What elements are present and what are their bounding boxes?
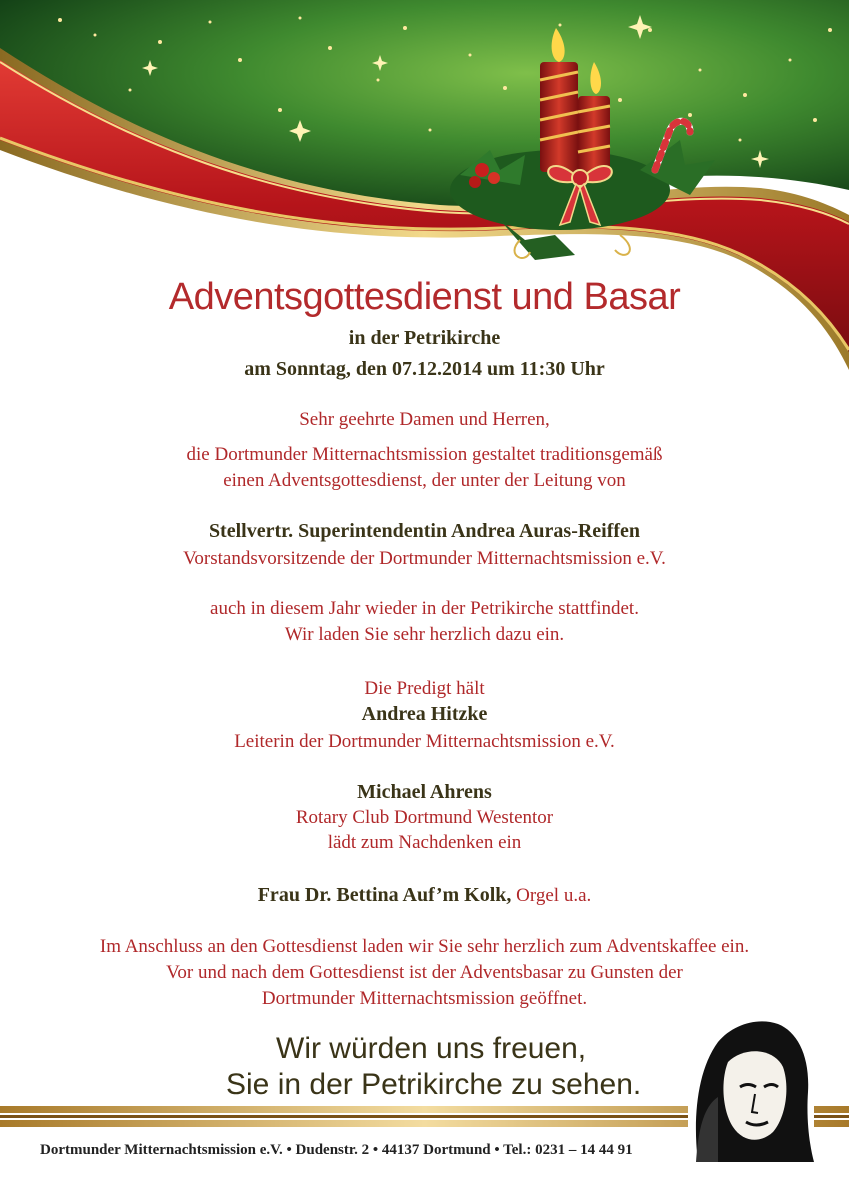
speaker-org: Rotary Club Dortmund Westentor	[295, 807, 554, 828]
venue-line-2: Wir laden Sie sehr herzlich dazu ein.	[284, 624, 565, 645]
leader-name: Stellvertr. Superintendentin Andrea Auras-Reiffen	[208, 520, 641, 542]
speaker-name: Michael Ahrens	[357, 781, 492, 803]
intro-line-1: die Dortmunder Mitternachtsmission gestaltet traditionsgemäß	[186, 444, 663, 465]
christmas-header-illustration	[0, 0, 849, 380]
after-line-2: Vor und nach dem Gottesdienst ist der Adventsbasar zu Gunsten der	[166, 962, 683, 983]
venue-line-1: auch in diesem Jahr wieder in der Petrikirche stattfindet.	[210, 598, 639, 619]
organist-line	[0, 884, 849, 907]
after-line-1: Im Anschluss an den Gottesdienst laden wir Sie sehr herzlich zum Adventskaffee ein.	[99, 936, 750, 957]
intro-line-2: einen Adventsgottesdienst, der unter der Leitung von	[223, 470, 626, 491]
organist-role: Orgel u.a.	[516, 885, 592, 906]
footer-address: Dortmunder Mitternachtsmission e.V. • Dudenstr. 2 • 44137 Dortmund • Tel.: 0231 – 14 44 91	[40, 1142, 633, 1158]
closing-line-1: Wir würden uns freuen,	[276, 1032, 587, 1065]
greeting: Sehr geehrte Damen und Herren,	[299, 409, 550, 430]
leader-role: Vorstandsvorsitzende der Dortmunder Mitternachtsmission e.V.	[183, 548, 666, 569]
closing-line-2: Sie in der Petrikirche zu sehen.	[226, 1068, 642, 1101]
preacher-name: Andrea Hitzke	[361, 703, 488, 725]
sermon-intro: Die Predigt hält	[364, 678, 485, 699]
event-title: Adventsgottesdienst und Basar	[168, 276, 681, 318]
organist-name: Frau Dr. Bettina Auf’m Kolk,	[257, 884, 512, 906]
after-line-3: Dortmunder Mitternachtsmission geöffnet.	[261, 988, 588, 1009]
preacher-role: Leiterin der Dortmunder Mitternachtsmission e.V.	[234, 731, 615, 752]
event-location: in der Petrikirche	[348, 327, 501, 349]
event-datetime: am Sonntag, den 07.12.2014 um 11:30 Uhr	[244, 358, 605, 380]
speaker-action: lädt zum Nachdenken ein	[327, 832, 522, 853]
mission-logo-portrait	[688, 1012, 814, 1162]
